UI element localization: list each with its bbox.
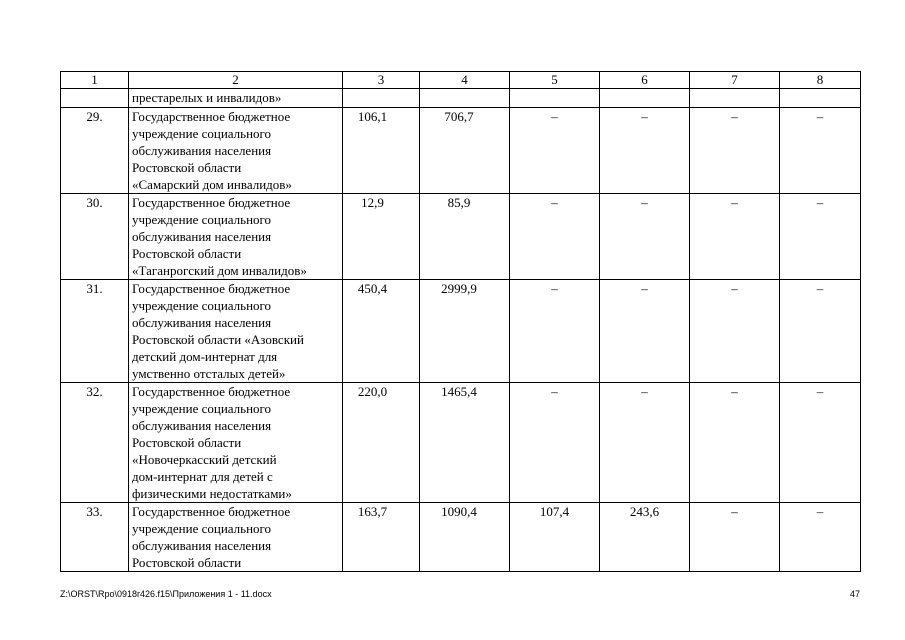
institution-name-line: учреждение социального: [132, 212, 272, 227]
institution-name-line: Государственное бюджетное: [132, 384, 291, 399]
value-col-7: –: [690, 108, 780, 194]
value-col-8: –: [780, 383, 861, 503]
institution-name: [129, 108, 343, 194]
value-col-7: –: [690, 503, 780, 572]
institution-name-line: Ростовской области: [132, 555, 242, 570]
table-cell: [510, 89, 600, 108]
value-col-6: –: [600, 280, 690, 383]
value-col-3: 12,9: [343, 194, 420, 280]
table-cell: [690, 89, 780, 108]
institution-name-line: Ростовской области «Азовский: [132, 332, 304, 347]
institution-name-line: «Новочеркасский детский: [132, 452, 277, 467]
institution-name-line: Ростовской области: [132, 160, 242, 175]
institution-name-line: «Самарский дом инвалидов»: [132, 177, 292, 192]
column-header: 2: [129, 72, 343, 89]
institution-name-line: «Таганрогский дом инвалидов»: [132, 263, 307, 278]
value-col-4: 706,7: [420, 108, 510, 194]
page-number: 47: [849, 589, 860, 599]
continuation-row: [61, 89, 861, 108]
data-table: [60, 71, 861, 572]
institution-name-line: Ростовской области: [132, 435, 242, 450]
row-number: 31.: [61, 280, 129, 383]
value-col-3: 163,7: [343, 503, 420, 572]
value-col-8: –: [780, 108, 861, 194]
value-col-6: –: [600, 108, 690, 194]
column-header: 6: [600, 72, 690, 89]
value-col-6: –: [600, 194, 690, 280]
value-col-4: 85,9: [420, 194, 510, 280]
table-cell: [600, 89, 690, 108]
value-col-7: –: [690, 194, 780, 280]
institution-name-line: физическими недостатками»: [132, 486, 292, 501]
row-number: 29.: [61, 108, 129, 194]
value-col-4: 2999,9: [420, 280, 510, 383]
row-number: 30.: [61, 194, 129, 280]
institution-name-line: обслуживания населения: [132, 418, 272, 433]
value-col-4: 1090,4: [420, 503, 510, 572]
value-col-5: –: [510, 194, 600, 280]
footer-file-path: Z:\ORST\Rpo\0918r426.f15\Приложения 1 - 11.docx: [60, 589, 272, 599]
value-col-6: 243,6: [600, 503, 690, 572]
institution-name-line: Государственное бюджетное: [132, 504, 291, 519]
table-cell: [420, 89, 510, 108]
institution-name-line: обслуживания населения: [132, 315, 272, 330]
value-col-8: –: [780, 503, 861, 572]
institution-name: [129, 280, 343, 383]
table-cell: [780, 89, 861, 108]
value-col-5: –: [510, 383, 600, 503]
table-row: [61, 383, 861, 503]
institution-name-line: детский дом-интернат для: [132, 349, 278, 364]
continuation-text: престарелых и инвалидов»: [129, 89, 343, 108]
institution-name-line: Государственное бюджетное: [132, 195, 291, 210]
value-col-7: –: [690, 383, 780, 503]
value-col-4: 1465,4: [420, 383, 510, 503]
column-header: 4: [420, 72, 510, 89]
institution-name: [129, 503, 343, 572]
institution-name-line: учреждение социального: [132, 126, 272, 141]
value-col-5: 107,4: [510, 503, 600, 572]
institution-name-line: Государственное бюджетное: [132, 281, 291, 296]
table-cell: [61, 89, 129, 108]
value-col-3: 220,0: [343, 383, 420, 503]
institution-name: [129, 194, 343, 280]
value-col-5: –: [510, 280, 600, 383]
column-header: 5: [510, 72, 600, 89]
table-header-row: [61, 72, 861, 89]
table-row: [61, 280, 861, 383]
value-col-8: –: [780, 280, 861, 383]
table-row: [61, 503, 861, 572]
institution-name: [129, 383, 343, 503]
table-row: [61, 108, 861, 194]
column-header: 1: [61, 72, 129, 89]
table-cell: [343, 89, 420, 108]
column-header: 8: [780, 72, 861, 89]
institution-name-line: учреждение социального: [132, 401, 272, 416]
value-col-3: 106,1: [343, 108, 420, 194]
institution-name-line: учреждение социального: [132, 298, 272, 313]
value-col-6: –: [600, 383, 690, 503]
table-row: [61, 194, 861, 280]
institution-name-line: умственно отсталых детей»: [132, 366, 286, 381]
institution-name-line: обслуживания населения: [132, 538, 272, 553]
row-number: 32.: [61, 383, 129, 503]
institution-name-line: Ростовской области: [132, 246, 242, 261]
value-col-8: –: [780, 194, 861, 280]
institution-name-line: Государственное бюджетное: [132, 109, 291, 124]
column-header: 7: [690, 72, 780, 89]
institution-name-line: обслуживания населения: [132, 229, 272, 244]
institution-name-line: обслуживания населения: [132, 143, 272, 158]
value-col-7: –: [690, 280, 780, 383]
institution-name-line: дом-интернат для детей с: [132, 469, 273, 484]
institution-name-line: учреждение социального: [132, 521, 272, 536]
value-col-3: 450,4: [343, 280, 420, 383]
row-number: 33.: [61, 503, 129, 572]
column-header: 3: [343, 72, 420, 89]
value-col-5: –: [510, 108, 600, 194]
